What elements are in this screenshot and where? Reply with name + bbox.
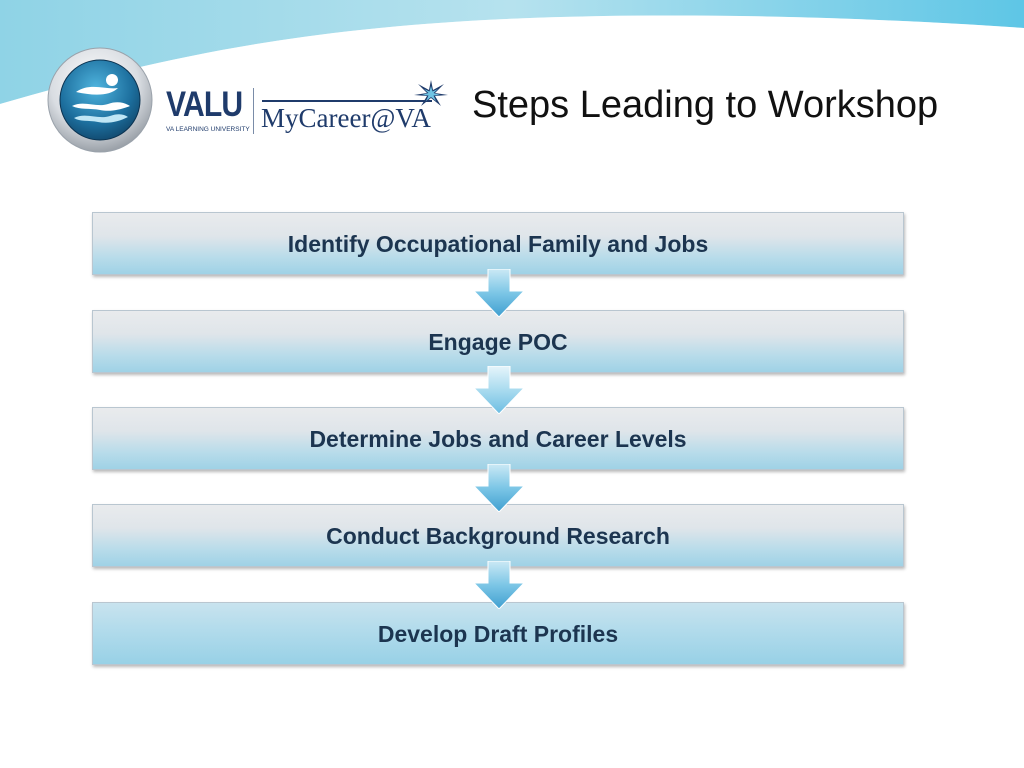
step-label: Conduct Background Research	[326, 523, 670, 549]
step-label: Develop Draft Profiles	[377, 621, 619, 647]
step-box-2	[92, 310, 904, 373]
step-box-3	[92, 407, 904, 470]
down-arrow-icon	[474, 269, 524, 317]
step-box-4	[92, 504, 904, 567]
step-label: Identify Occupational Family and Jobs	[287, 231, 709, 257]
brand-divider	[253, 88, 254, 134]
valu-text: VALU	[166, 85, 243, 124]
mycareer-text: MyCareer@VA	[261, 103, 431, 133]
down-arrow-icon	[474, 366, 524, 414]
valu-subtext: VA LEARNING UNIVERSITY	[166, 126, 250, 133]
step-box-1	[92, 212, 904, 275]
valu-wordmark	[166, 86, 256, 138]
down-arrow-icon	[474, 561, 524, 609]
swimmer-emblem-icon	[46, 46, 154, 154]
step-box-5	[92, 602, 904, 665]
step-label: Determine Jobs and Career Levels	[309, 426, 687, 452]
slide-title: Steps Leading to Workshop	[472, 84, 939, 126]
step-label: Engage POC	[428, 329, 568, 355]
process-flow	[92, 212, 906, 670]
down-arrow-icon	[474, 464, 524, 512]
